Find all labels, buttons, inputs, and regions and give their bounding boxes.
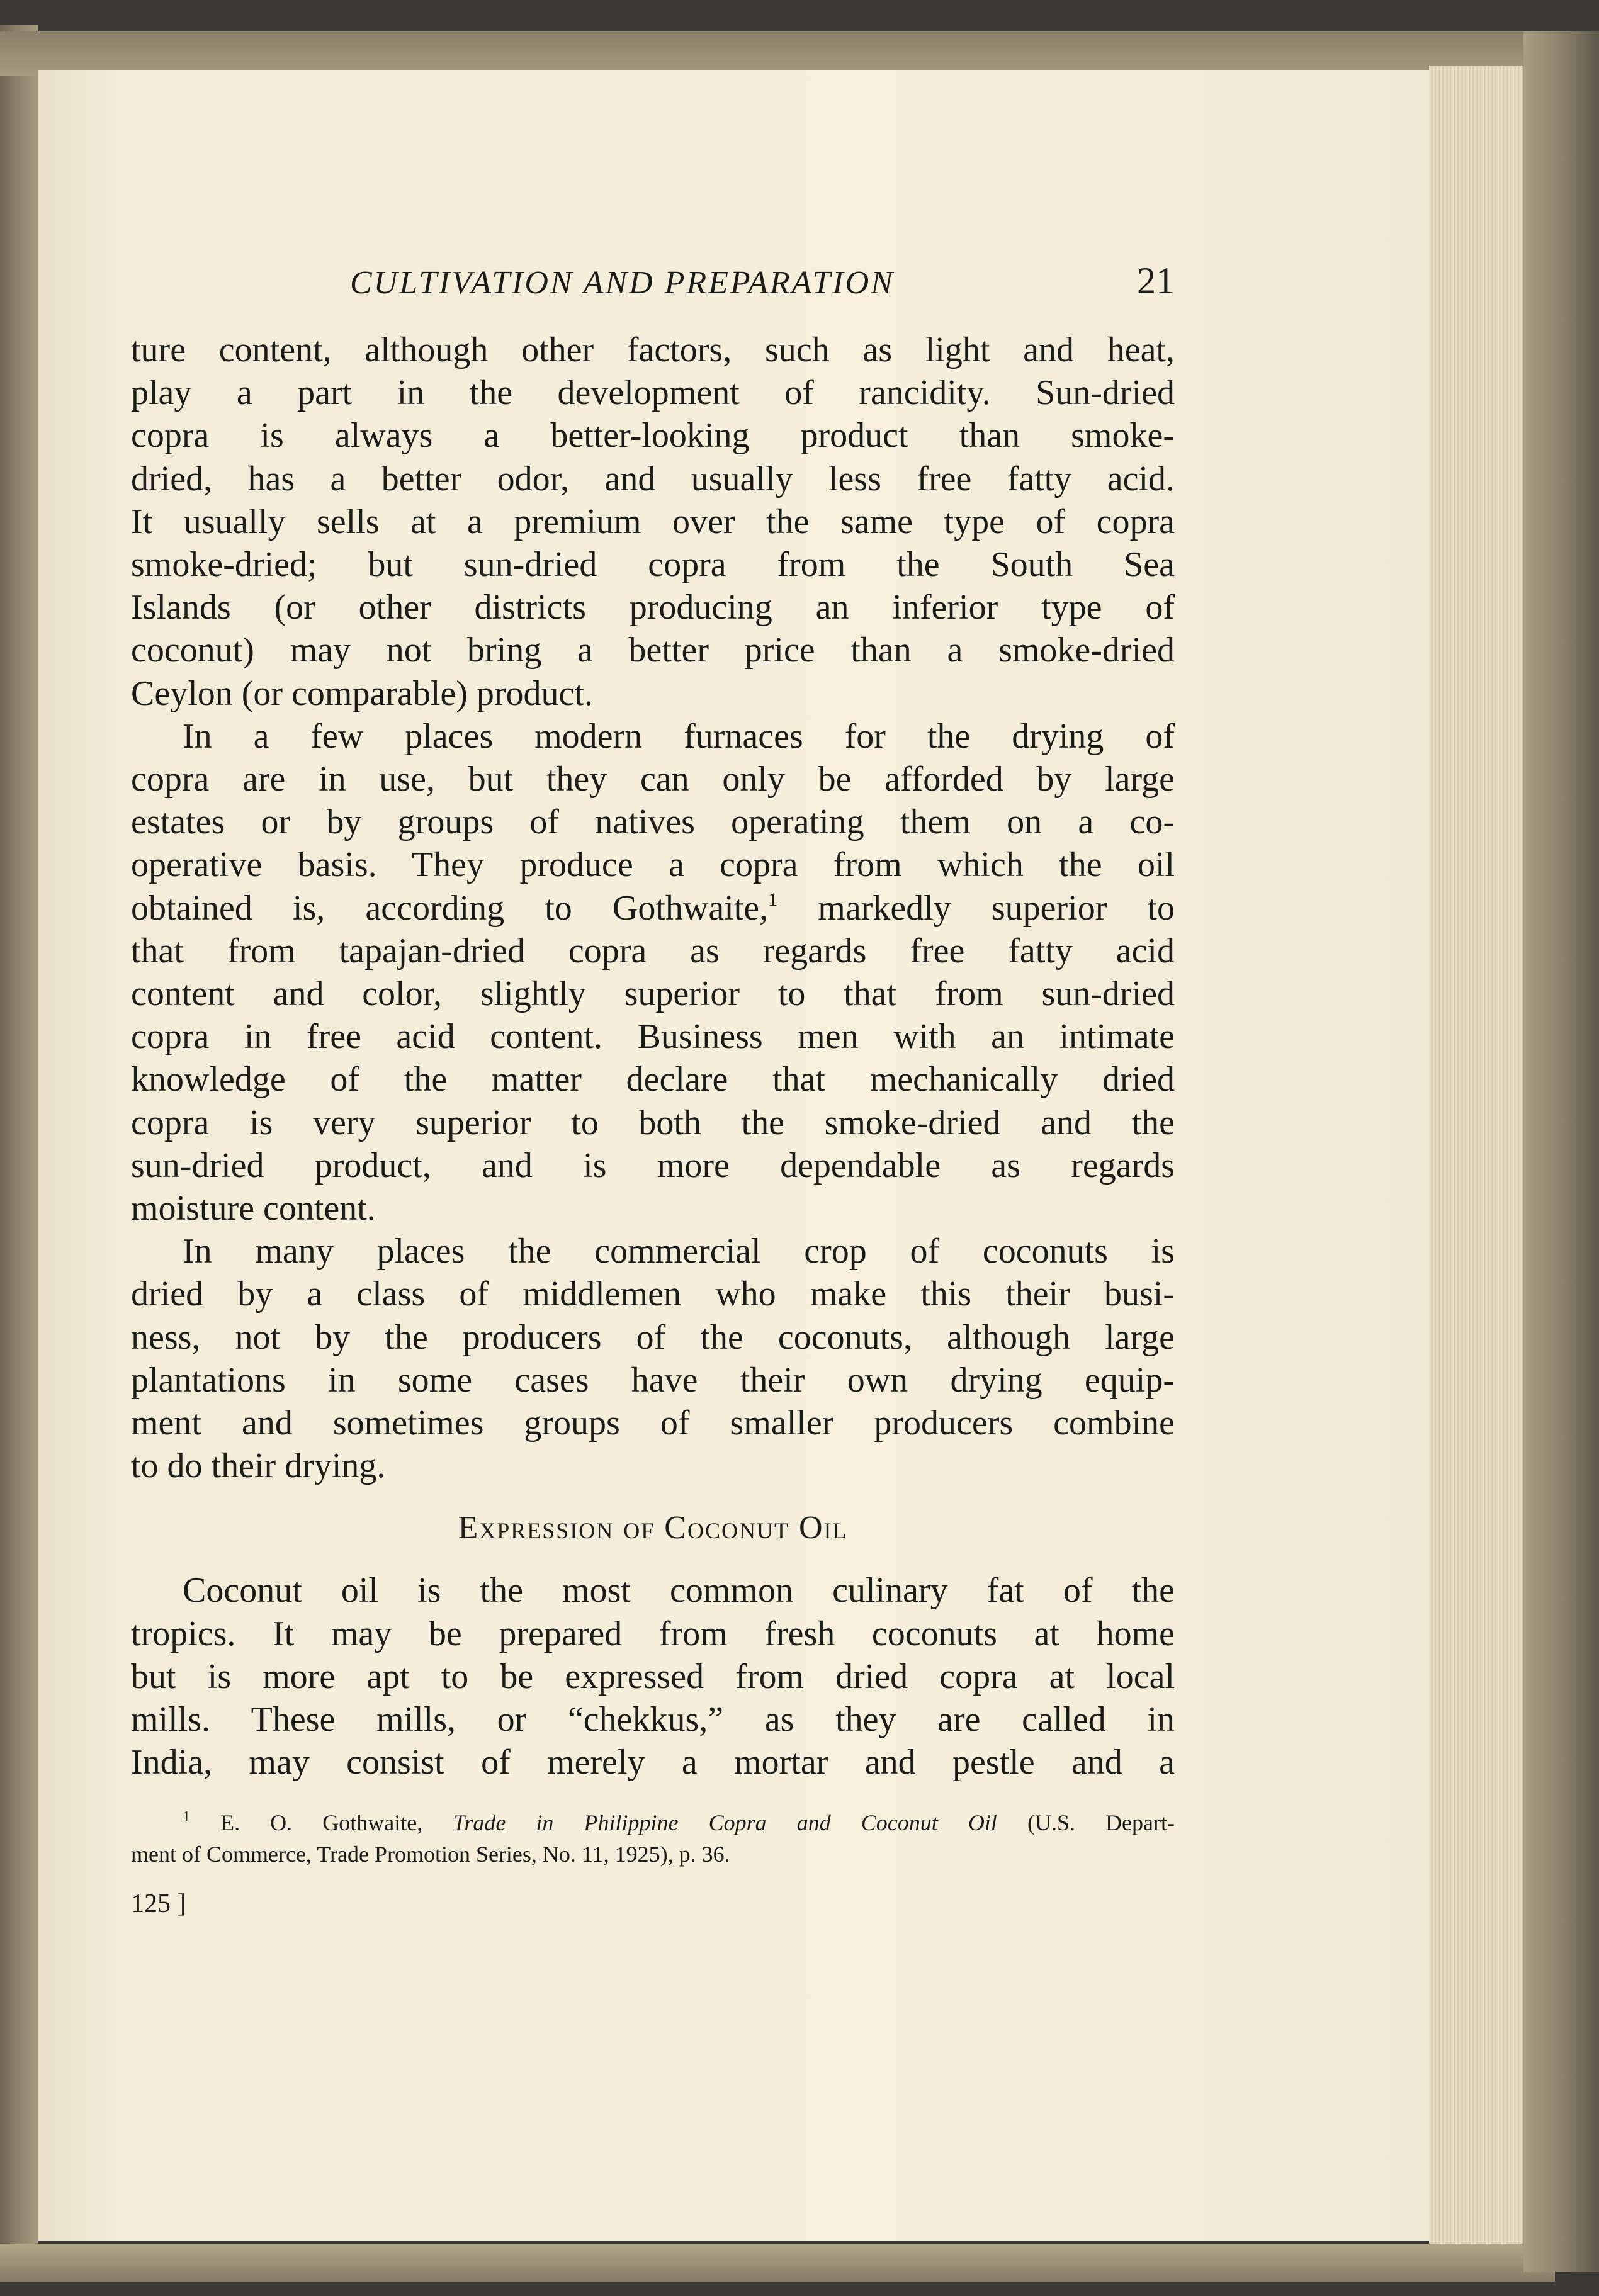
text-line: plantations in some cases have their own drying equip- [131,1360,1175,1400]
footnote-line [131,1807,1175,1838]
footnote [131,1807,1175,1870]
text-line: tropics. It may be prepared from fresh coconuts at home [131,1614,1175,1653]
footnote-text: (U.S. Depart- [997,1809,1175,1835]
text-line: play a part in the development of rancidity. Sun-dried [131,373,1175,413]
text-line: smoke-dried; but sun-dried copra from the South Sea [131,545,1175,585]
text-line: moisture content. [131,1189,376,1229]
running-head [131,259,1175,329]
text-line: estates or by groups of natives operating them on a co- [131,802,1175,842]
text-line: coconut) may not bring a better price than a smoke-dried [131,631,1175,670]
text-line: content and color, slightly superior to that from sun-dried [131,974,1175,1014]
text-line: It usually sells at a premium over the same type of copra [131,502,1175,541]
text-line: copra is always a better-looking product than smoke- [131,416,1175,456]
text-line: Coconut oil is the most common culinary fat of the [183,1571,1175,1611]
text-line-with-footnote-ref [131,887,1175,930]
paragraph-4 [131,1569,1175,1784]
text-line: ment and sometimes groups of smaller producers combine [131,1404,1175,1443]
text-line: Ceylon (or comparable) product. [131,673,593,713]
text-line: sun-dried product, and is more dependable as regards [131,1145,1175,1185]
text-line: ness, not by the producers of the coconuts, although large [131,1317,1175,1357]
footnote-line: ment of Commerce, Trade Promotion Series, No. 11, 1925), p. 36. [131,1841,730,1867]
paragraph-2 [131,715,1175,1230]
page-number: 21 [1137,260,1175,301]
text-line: In a few places modern furnaces for the drying of [183,716,1175,756]
text-line: that from tapajan-dried copra as regards free fatty acid [131,931,1175,971]
text-line: dried, has a better odor, and usually less free fatty acid. [131,459,1175,498]
footnote-author: E. O. Gothwaite, [190,1809,453,1835]
text-block [131,259,1175,1919]
running-head-title: CULTIVATION AND PREPARATION [350,265,895,301]
page-edges [1429,66,1523,2244]
text-line: In many places the commercial crop of coconuts is [183,1232,1175,1271]
text-line: ture content, although other factors, such as light and heat, [131,330,1175,369]
text-line: but is more apt to be expressed from dried copra at local [131,1657,1175,1696]
footnote-title: Trade in Philippine Copra and Coconut Oil [453,1809,997,1835]
text-line: Islands (or other districts producing an inferior type of [131,588,1175,627]
text-line: copra in free acid content. Business men with an intimate [131,1017,1175,1057]
text-line: copra is very superior to both the smoke-dried and the [131,1103,1175,1142]
text-fragment: markedly superior to [777,888,1175,928]
paragraph-1 [131,329,1175,715]
section-heading: Expression of Coconut Oil [458,1510,848,1546]
footnote-marker: 1 [183,1808,190,1825]
book-binding-left [0,25,38,2278]
text-line: operative basis. They produce a copra from which the oil [131,845,1175,885]
text-line: dried by a class of middlemen who make this their busi- [131,1275,1175,1314]
signature-mark: 125 ] [131,1889,186,1918]
text-line: India, may consist of merely a mortar and pestle and a [131,1743,1175,1782]
book-page [38,70,1429,2241]
paragraph-3 [131,1230,1175,1487]
text-line: mills. These mills, or “chekkus,” as they are called in [131,1700,1175,1740]
book-cover-bottom [0,2244,1555,2282]
text-line: copra are in use, but they can only be afforded by large [131,760,1175,799]
book-binding-right [1523,31,1599,2272]
text-line: to do their drying. [131,1446,386,1486]
footnote-reference[interactable]: 1 [768,889,778,910]
text-fragment: obtained is, according to Gothwaite, [131,888,769,928]
text-line: knowledge of the matter declare that mechanically dried [131,1060,1175,1100]
book-cover-top [0,31,1555,76]
